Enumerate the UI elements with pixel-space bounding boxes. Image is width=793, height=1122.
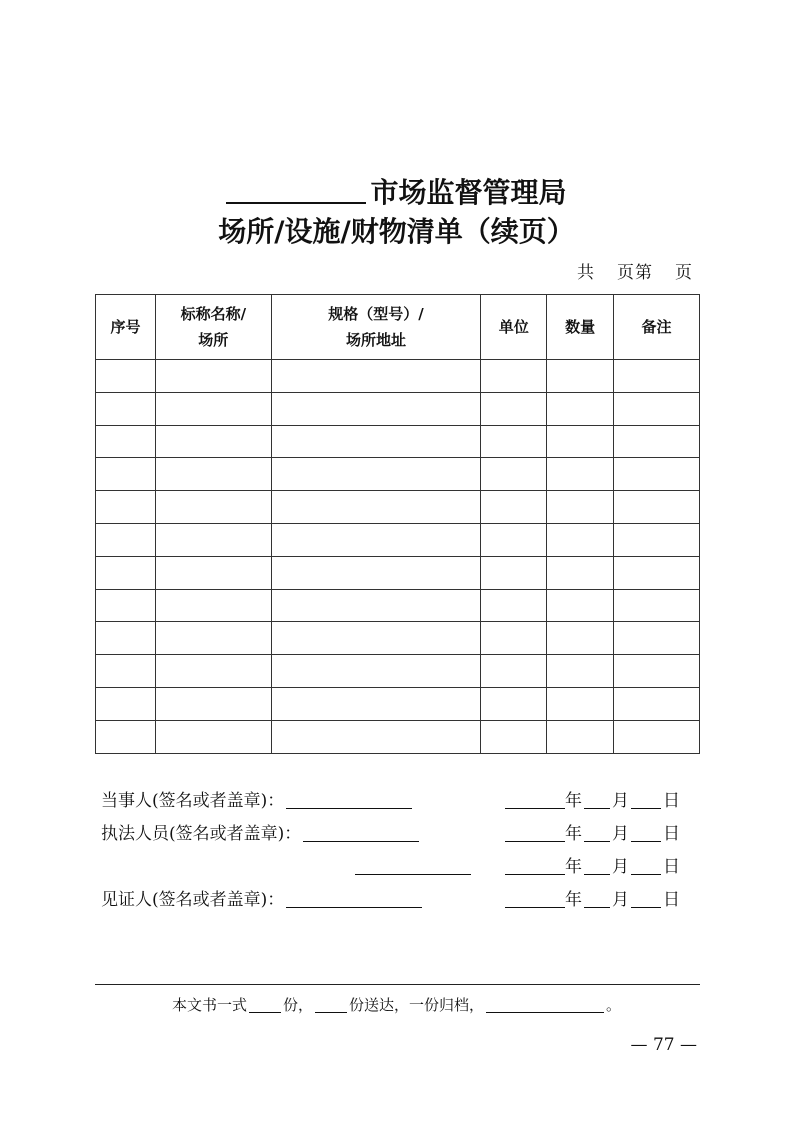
table-cell[interactable] <box>271 622 481 655</box>
table-cell[interactable] <box>614 622 700 655</box>
table-cell[interactable] <box>96 360 156 393</box>
table-row <box>96 425 700 458</box>
table-cell[interactable] <box>271 655 481 688</box>
table-cell[interactable] <box>96 392 156 425</box>
table-cell[interactable] <box>547 425 614 458</box>
day-field[interactable] <box>631 856 661 875</box>
year-field[interactable] <box>505 889 565 908</box>
table-cell[interactable] <box>96 491 156 524</box>
table-row <box>96 392 700 425</box>
agency-name-blank[interactable] <box>226 174 366 204</box>
table-row <box>96 720 700 753</box>
table-cell[interactable] <box>547 458 614 491</box>
party-signature-line <box>101 790 412 812</box>
table-cell[interactable] <box>96 655 156 688</box>
table-row <box>96 687 700 720</box>
table-cell[interactable] <box>481 425 547 458</box>
table-cell[interactable] <box>96 425 156 458</box>
table-cell[interactable] <box>547 622 614 655</box>
party-signature-label: 当事人(签名或者盖章)： <box>101 791 285 811</box>
party-date: 年 月 日 <box>505 790 680 812</box>
archive-note-field[interactable] <box>486 996 604 1013</box>
table-cell[interactable] <box>96 458 156 491</box>
table-cell[interactable] <box>614 392 700 425</box>
table-cell[interactable] <box>614 425 700 458</box>
table-cell[interactable] <box>614 523 700 556</box>
table-cell[interactable] <box>271 458 481 491</box>
table-cell[interactable] <box>155 556 271 589</box>
table-cell[interactable] <box>614 720 700 753</box>
table-cell[interactable] <box>614 687 700 720</box>
year-field[interactable] <box>505 790 565 809</box>
table-cell[interactable] <box>547 523 614 556</box>
table-row <box>96 360 700 393</box>
page-number: — 77 — <box>630 1035 697 1055</box>
table-cell[interactable] <box>481 491 547 524</box>
table-cell[interactable] <box>96 523 156 556</box>
table-cell[interactable] <box>96 589 156 622</box>
table-header-row <box>96 295 700 360</box>
table-cell[interactable] <box>481 523 547 556</box>
page-count-line <box>577 258 693 283</box>
table-row <box>96 458 700 491</box>
table-cell[interactable] <box>155 589 271 622</box>
witness-date: 年 月 日 <box>505 889 680 911</box>
day-field[interactable] <box>631 889 661 908</box>
table-cell[interactable] <box>614 655 700 688</box>
table-cell[interactable] <box>271 556 481 589</box>
table-cell[interactable] <box>96 687 156 720</box>
table-cell[interactable] <box>614 458 700 491</box>
table-cell[interactable] <box>271 523 481 556</box>
agency-suffix: 市场监督管理局 <box>370 176 567 209</box>
header-name: 标称名称/ 场所 <box>155 295 271 360</box>
table-cell[interactable] <box>547 589 614 622</box>
officer-signature-label: 执法人员(签名或者盖章)： <box>101 824 302 844</box>
table-cell[interactable] <box>547 687 614 720</box>
table-row <box>96 491 700 524</box>
table-cell[interactable] <box>614 556 700 589</box>
table-row <box>96 523 700 556</box>
officer-signature-field-2[interactable] <box>355 856 471 875</box>
table-cell[interactable] <box>547 360 614 393</box>
table-row <box>96 622 700 655</box>
party-signature-field[interactable] <box>286 790 412 809</box>
table-cell[interactable] <box>614 589 700 622</box>
table-cell[interactable] <box>481 655 547 688</box>
table-cell[interactable] <box>271 491 481 524</box>
footer-divider <box>95 984 700 985</box>
table-cell[interactable] <box>481 622 547 655</box>
header-remarks: 备注 <box>614 295 700 360</box>
pages-word: 页第 <box>617 263 653 283</box>
agency-title <box>0 174 793 210</box>
table-row <box>96 556 700 589</box>
table-cell[interactable] <box>271 589 481 622</box>
year-field[interactable] <box>505 823 565 842</box>
table-cell[interactable] <box>155 425 271 458</box>
officer-signature-line <box>101 823 419 845</box>
table-cell[interactable] <box>96 622 156 655</box>
table-cell[interactable] <box>547 491 614 524</box>
header-seq: 序号 <box>96 295 156 360</box>
table-cell[interactable] <box>547 392 614 425</box>
table-cell[interactable] <box>155 622 271 655</box>
officer-signature-line-2 <box>355 856 471 878</box>
header-unit: 单位 <box>481 295 547 360</box>
table-cell[interactable] <box>155 458 271 491</box>
day-field[interactable] <box>631 823 661 842</box>
page-word: 页 <box>675 263 693 283</box>
year-field[interactable] <box>505 856 565 875</box>
copies-total-field[interactable] <box>249 996 281 1013</box>
table-cell[interactable] <box>155 392 271 425</box>
table-cell[interactable] <box>271 392 481 425</box>
table-cell[interactable] <box>271 360 481 393</box>
table-cell[interactable] <box>96 556 156 589</box>
copies-served-field[interactable] <box>315 996 347 1013</box>
table-cell[interactable] <box>155 360 271 393</box>
table-cell[interactable] <box>96 720 156 753</box>
table-cell[interactable] <box>155 720 271 753</box>
witness-signature-label: 见证人(签名或者盖章)： <box>101 890 285 910</box>
document-title: 场所/设施/财物清单（续页） <box>218 215 575 248</box>
table-cell[interactable] <box>614 491 700 524</box>
header-spec: 规格（型号）/ 场所地址 <box>271 295 481 360</box>
month-field[interactable] <box>584 823 610 842</box>
header-quantity: 数量 <box>547 295 614 360</box>
total-prefix: 共 <box>577 263 595 283</box>
witness-signature-field[interactable] <box>286 889 422 908</box>
table-cell[interactable] <box>481 360 547 393</box>
month-field[interactable] <box>584 790 610 809</box>
witness-signature-line <box>101 889 422 911</box>
officer-signature-field-1[interactable] <box>303 823 419 842</box>
table-row <box>96 589 700 622</box>
table-cell[interactable] <box>271 687 481 720</box>
day-field[interactable] <box>631 790 661 809</box>
month-field[interactable] <box>584 889 610 908</box>
table-cell[interactable] <box>481 589 547 622</box>
table-cell[interactable] <box>271 425 481 458</box>
table-cell[interactable] <box>271 720 481 753</box>
table-cell[interactable] <box>481 556 547 589</box>
table-cell[interactable] <box>547 556 614 589</box>
officer-date-1: 年 月 日 <box>505 823 680 845</box>
table-cell[interactable] <box>614 360 700 393</box>
table-cell[interactable] <box>155 655 271 688</box>
month-field[interactable] <box>584 856 610 875</box>
table-cell[interactable] <box>481 392 547 425</box>
table-cell[interactable] <box>155 491 271 524</box>
table-cell[interactable] <box>155 523 271 556</box>
table-cell[interactable] <box>481 458 547 491</box>
inventory-table <box>95 294 700 754</box>
table-cell[interactable] <box>547 720 614 753</box>
officer-date-2: 年 月 日 <box>505 856 680 878</box>
table-row <box>96 655 700 688</box>
table-cell[interactable] <box>481 720 547 753</box>
table-cell[interactable] <box>155 687 271 720</box>
table-cell[interactable] <box>547 655 614 688</box>
table-cell[interactable] <box>481 687 547 720</box>
copies-note: 本文书一式 份， 份送达，一份归档， 。 <box>171 996 622 1014</box>
